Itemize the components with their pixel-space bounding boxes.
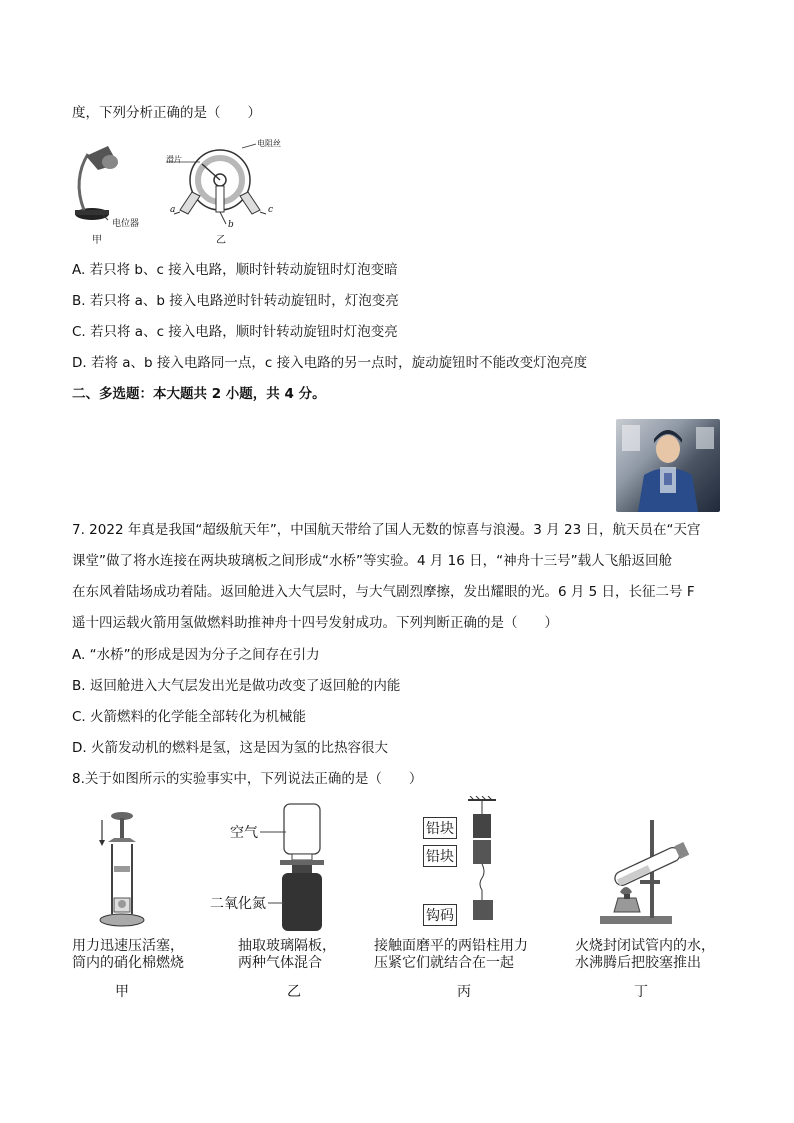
- terminal-b-label: b: [228, 220, 234, 230]
- q8-caption-ding-2: 水沸腾后把胶塞推出: [575, 955, 701, 971]
- q8-stem: 8.关于如图所示的实验事实中，下列说法正确的是（ ）: [72, 771, 423, 787]
- q8-panel-jia: 甲: [115, 984, 129, 1000]
- q6-option-a: A. 若只将 b、c 接入电路，顺时针转动旋钮时灯泡变暗: [72, 262, 398, 278]
- q7-option-c: C. 火箭燃料的化学能全部转化为机械能: [72, 709, 307, 725]
- resistance-wire-label: 电阻丝: [257, 139, 281, 148]
- q7-line-2: 课堂”做了将水连接在两块玻璃板之间形成“水桥”等实验。4 月 16 日，“神舟十三号”载人飞船返回舱: [72, 553, 673, 569]
- q7-option-a: A. “水桥”的形成是因为分子之间存在引力: [72, 647, 320, 663]
- q7-option-b: B. 返回舱进入大气层发出光是做功改变了返回舱的内能: [72, 678, 401, 694]
- q7-line-1: 7. 2022 年真是我国“超级航天年”，中国航天带给了国人无数的惊喜与浪漫。3 月 23 日，航天员在“天宫: [72, 522, 701, 538]
- potentiometer-label: 电位器: [112, 219, 140, 229]
- q8-caption-yi-2: 两种气体混合: [238, 955, 322, 971]
- q6-option-d: D. 若将 a、b 接入电路同一点，c 接入电路的另一点时，旋动旋钮时不能改变灯泡亮度: [72, 355, 588, 371]
- q8-figure-yi: [270, 800, 340, 935]
- q6-option-b: B. 若只将 a、b 接入电路逆时针转动旋钮时，灯泡变亮: [72, 293, 399, 309]
- q6-stem: 度，下列分析正确的是（ ）: [72, 105, 261, 121]
- q8-figure-jia: [92, 810, 152, 935]
- q8-caption-jia-1: 用力迅速压活塞，: [72, 938, 184, 954]
- q8-figure-bing: [462, 796, 502, 926]
- air-label: 空气: [230, 825, 258, 841]
- figure-label-jia: 甲: [92, 235, 102, 246]
- q8-panel-ding: 丁: [634, 984, 648, 1000]
- q8-panel-bing: 丙: [457, 984, 471, 1000]
- air-leader-line: [260, 830, 286, 834]
- lead-block-label-2: 铅块: [423, 845, 457, 867]
- q8-caption-bing-1: 接触面磨平的两铅柱用力: [374, 938, 528, 954]
- figure-label-yi: 乙: [216, 235, 226, 246]
- q7-option-d: D. 火箭发动机的燃料是氢，这是因为氢的比热容很大: [72, 740, 388, 756]
- no2-leader-line: [268, 901, 284, 905]
- q8-caption-ding-1: 火烧封闭试管内的水，: [575, 938, 715, 954]
- no2-label: 二氧化氮: [210, 896, 266, 912]
- lead-block-label-1: 铅块: [423, 817, 457, 839]
- q8-caption-jia-2: 筒内的硝化棉燃烧: [72, 955, 184, 971]
- slider-label: 滑片: [166, 155, 182, 164]
- q6-figure-potentiometer: [160, 138, 280, 238]
- q7-line-4: 遥十四运载火箭用氢做燃料助推神舟十四号发射成功。下列判断正确的是（ ）: [72, 615, 558, 631]
- q6-option-c: C. 若只将 a、c 接入电路，顺时针转动旋钮时灯泡变亮: [72, 324, 398, 340]
- weight-label: 钩码: [423, 904, 457, 926]
- q8-caption-yi-1: 抽取玻璃隔板，: [238, 938, 336, 954]
- terminal-a-label: a: [170, 205, 176, 215]
- section-title: 二、多选题：本大题共 2 小题，共 4 分。: [72, 386, 326, 402]
- q8-figure-ding: [596, 816, 696, 931]
- q8-caption-bing-2: 压紧它们就结合在一起: [374, 955, 514, 971]
- terminal-c-label: c: [268, 205, 274, 215]
- astronaut-photo: [616, 419, 720, 512]
- q7-line-3: 在东风着陆场成功着陆。返回舱进入大气层时，与大气剧烈摩擦，发出耀眼的光。6 月 5 日，长征二号 F: [72, 584, 695, 600]
- q8-panel-yi: 乙: [287, 984, 301, 1000]
